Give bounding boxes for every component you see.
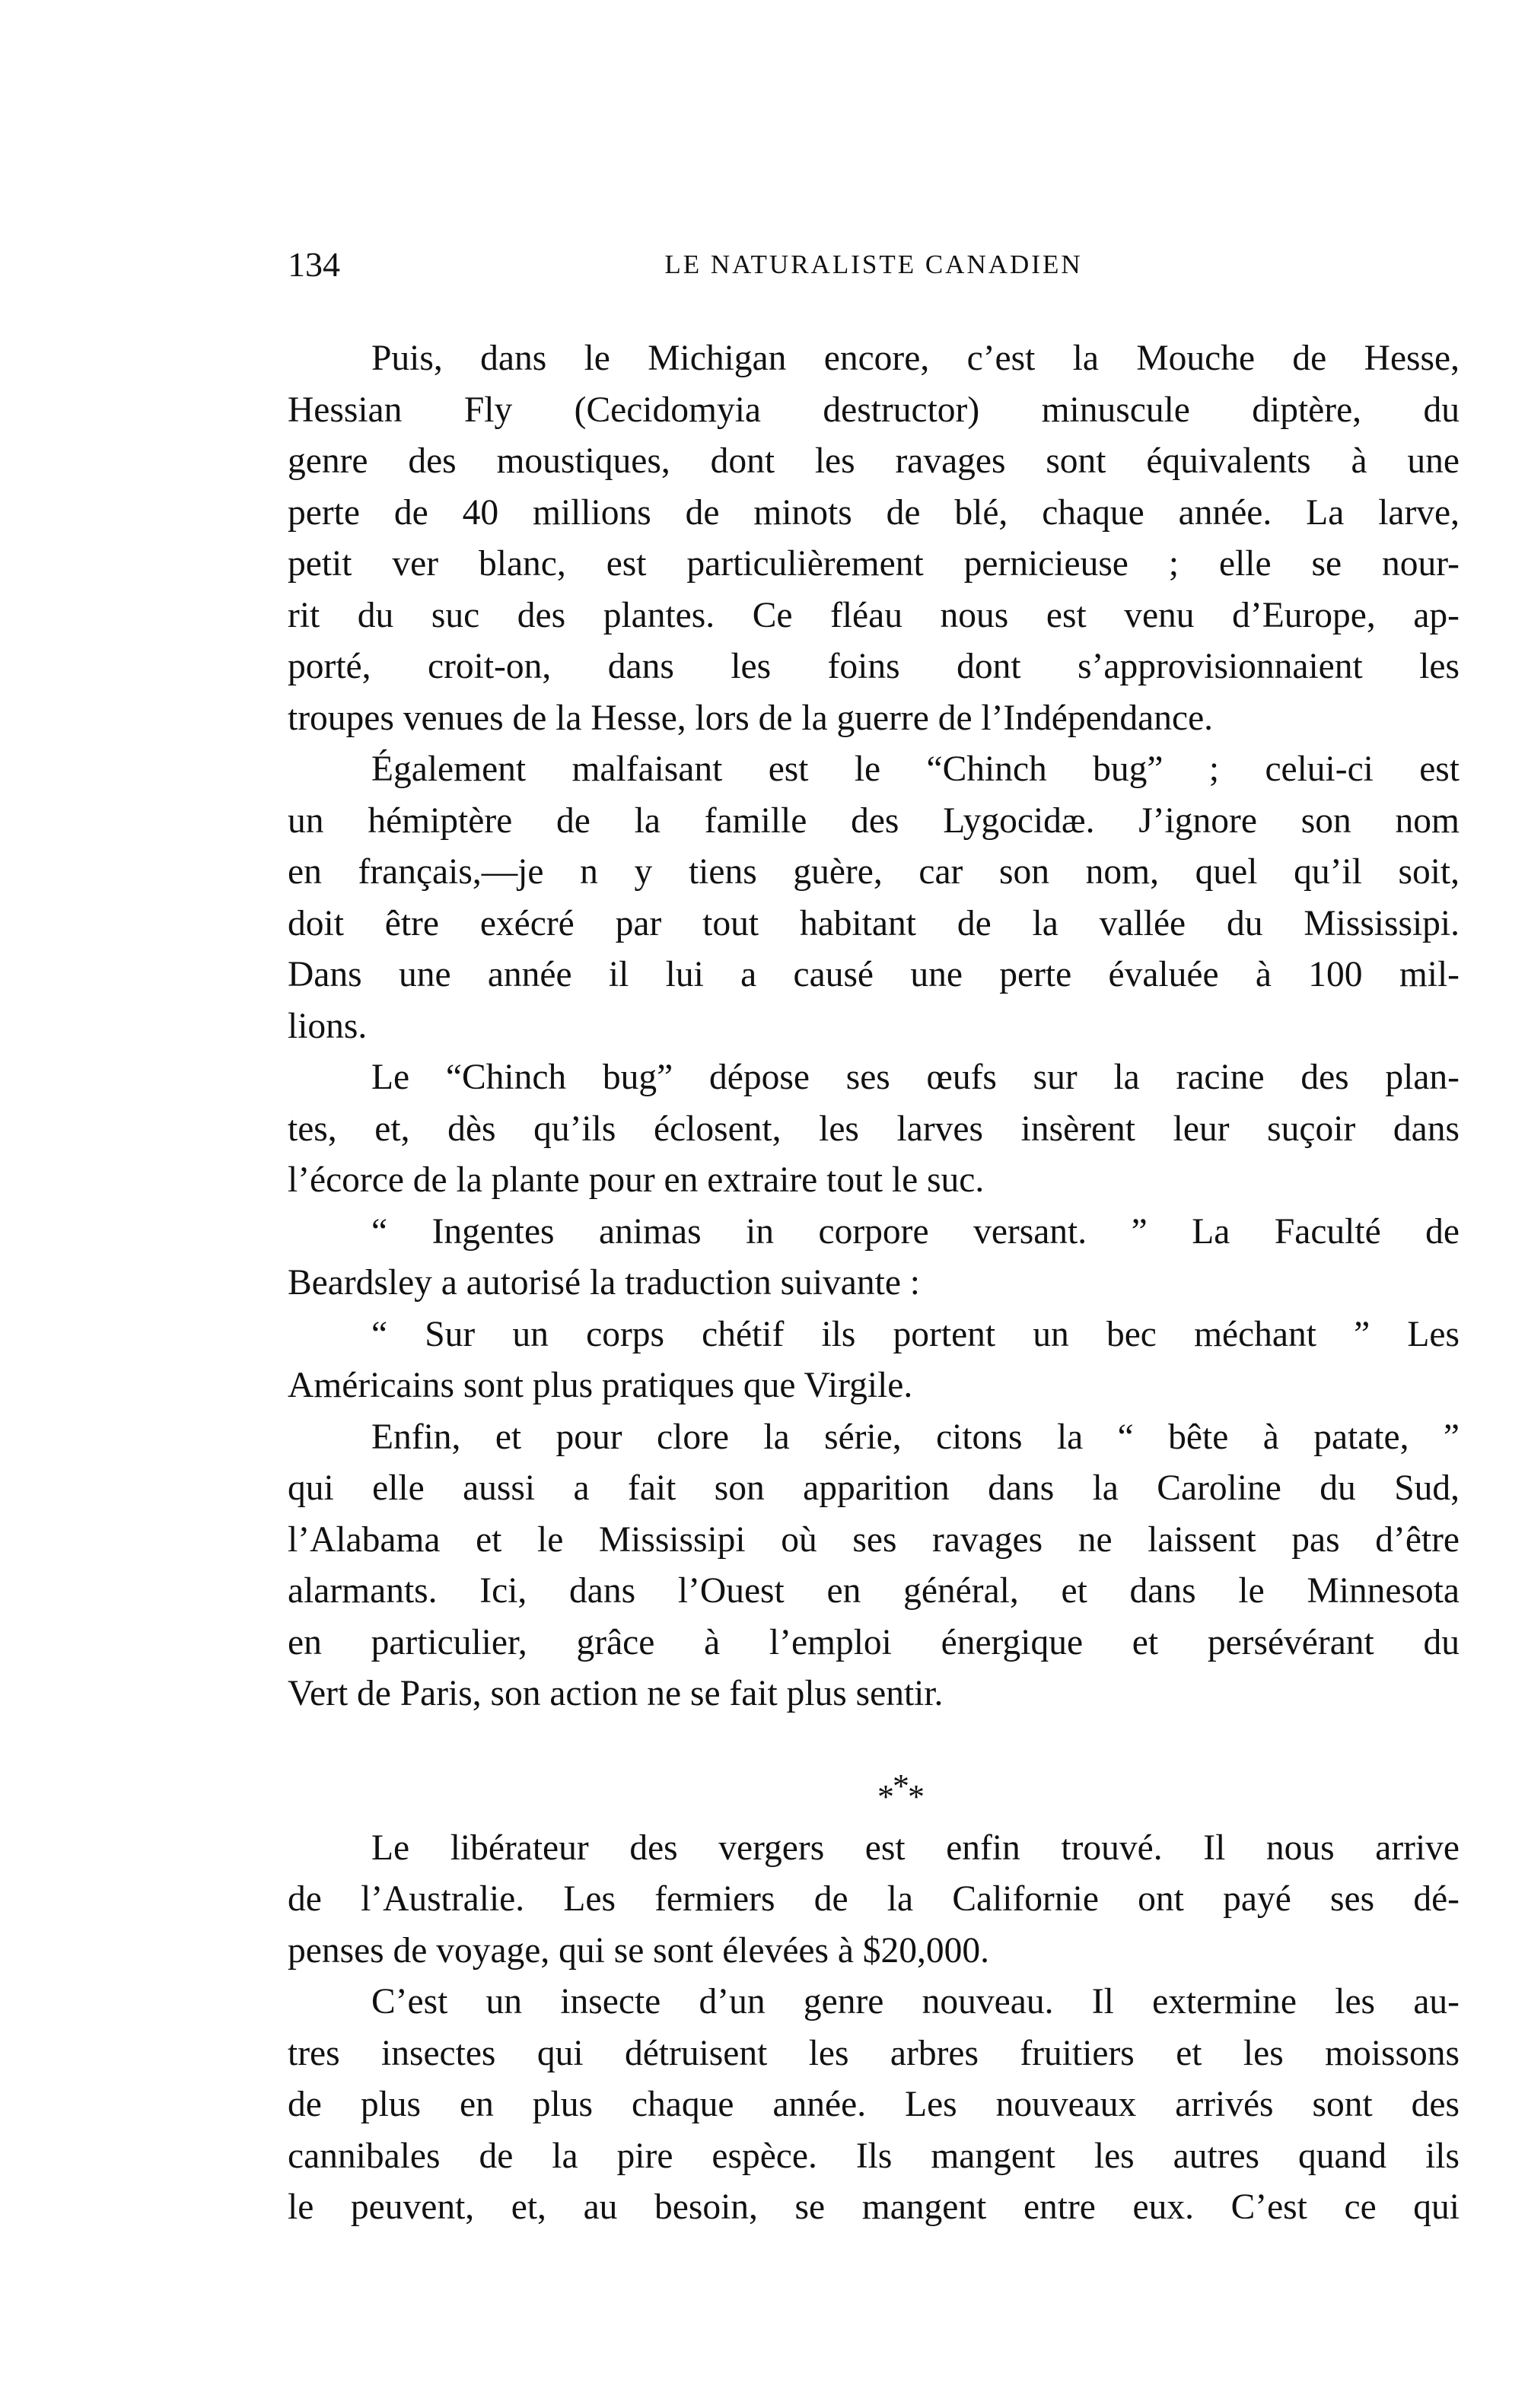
text-line: Le libérateur des vergers est enfin trouvé. Il nous arrive xyxy=(371,1827,1460,1868)
page-header xyxy=(288,242,1460,288)
text-line: “ Sur un corps chétif ils portent un bec méchant ” Les xyxy=(371,1314,1460,1354)
text-line: tes, et, dès qu’ils éclosent, les larves insèrent leur suçoir dans xyxy=(288,1109,1460,1149)
asterism-star-3: * xyxy=(908,1778,923,1815)
body-text xyxy=(288,333,1460,2234)
section-spacer xyxy=(288,1720,1460,1772)
text-line: Également malfaisant est le “Chinch bug” ; celui-ci est xyxy=(371,749,1460,789)
asterism-star-2: * xyxy=(893,1767,908,1805)
asterism-star-1: * xyxy=(877,1778,893,1815)
text-line: penses de voyage, qui se sont élevées à $20,000. xyxy=(288,1930,990,1971)
text-line: l’écorce de la plante pour en extraire tout le suc. xyxy=(288,1160,985,1200)
text-line: Puis, dans le Michigan encore, c’est la Mouche de Hesse, xyxy=(371,339,1460,378)
text-line: porté, croit-on, dans les foins dont s’approvisionnaient les xyxy=(288,647,1460,686)
page-number: 134 xyxy=(288,245,340,284)
text-line: l’Alabama et le Mississipi où ses ravages ne laissent pas d’être xyxy=(288,1519,1460,1560)
text-line: Hessian Fly (Cecidomyia destructor) minuscule diptère, du xyxy=(288,390,1460,430)
text-line: “ Ingentes animas in corpore versant. ” La Faculté de xyxy=(371,1211,1460,1252)
text-line: Vert de Paris, son action ne se fait plus sentir. xyxy=(288,1674,944,1713)
text-line: perte de 40 millions de minots de blé, chaque année. La larve, xyxy=(288,492,1460,533)
text-line: de l’Australie. Les fermiers de la Californie ont payé ses dé- xyxy=(288,1879,1460,1919)
text-line: tres insectes qui détruisent les arbres fruitiers et les moissons xyxy=(288,2033,1460,2073)
text-line: C’est un insecte d’un genre nouveau. Il extermine les au- xyxy=(371,1982,1460,2022)
text-block-1 xyxy=(288,333,1460,1720)
text-line: Le “Chinch bug” dépose ses œufs sur la racine des plan- xyxy=(371,1058,1460,1097)
text-line: rit du suc des plantes. Ce fléau nous est venu d’Europe, ap- xyxy=(288,595,1460,635)
text-line: le peuvent, et, au besoin, se mangent entre eux. C’est ce qui xyxy=(288,2187,1460,2227)
asterism-separator xyxy=(288,1767,1460,1823)
text-line: un hémiptère de la famille des Lygocidæ. J’ignore son nom xyxy=(288,800,1460,841)
text-line: Enfin, et pour clore la série, citons la “ bête à patate, ” xyxy=(371,1417,1460,1457)
text-line: doit être exécré par tout habitant de la vallée du Mississipi. xyxy=(288,903,1460,943)
text-line: lions. xyxy=(288,1006,368,1046)
text-line: en particulier, grâce à l’emploi énergique et persévérant du xyxy=(288,1622,1460,1662)
text-line: troupes venues de la Hesse, lors de la guerre de l’Indépendance. xyxy=(288,698,1214,738)
text-line: qui elle aussi a fait son apparition dans la Caroline du Sud, xyxy=(288,1468,1460,1508)
text-line: Américains sont plus pratiques que Virgile. xyxy=(288,1366,913,1405)
text-line: genre des moustiques, dont les ravages sont équivalents à une xyxy=(288,441,1460,481)
text-line: Beardsley a autorisé la traduction suivante : xyxy=(288,1263,920,1303)
text-line: Dans une année il lui a causé une perte évaluée à 100 mil- xyxy=(288,955,1460,994)
text-line: cannibales de la pire espèce. Ils mangent les autres quand ils xyxy=(288,2136,1460,2176)
running-title: LE NATURALISTE CANADIEN xyxy=(664,250,1083,279)
text-line: alarmants. Ici, dans l’Ouest en général, et dans le Minnesota xyxy=(288,1571,1460,1611)
text-block-2 xyxy=(288,1823,1460,2234)
text-line: de plus en plus chaque année. Les nouveaux arrivés sont des xyxy=(288,2085,1460,2124)
text-line: petit ver blanc, est particulièrement pernicieuse ; elle se nour- xyxy=(288,544,1460,584)
text-line: en français,—je n y tiens guère, car son nom, quel qu’il soit, xyxy=(288,852,1460,892)
